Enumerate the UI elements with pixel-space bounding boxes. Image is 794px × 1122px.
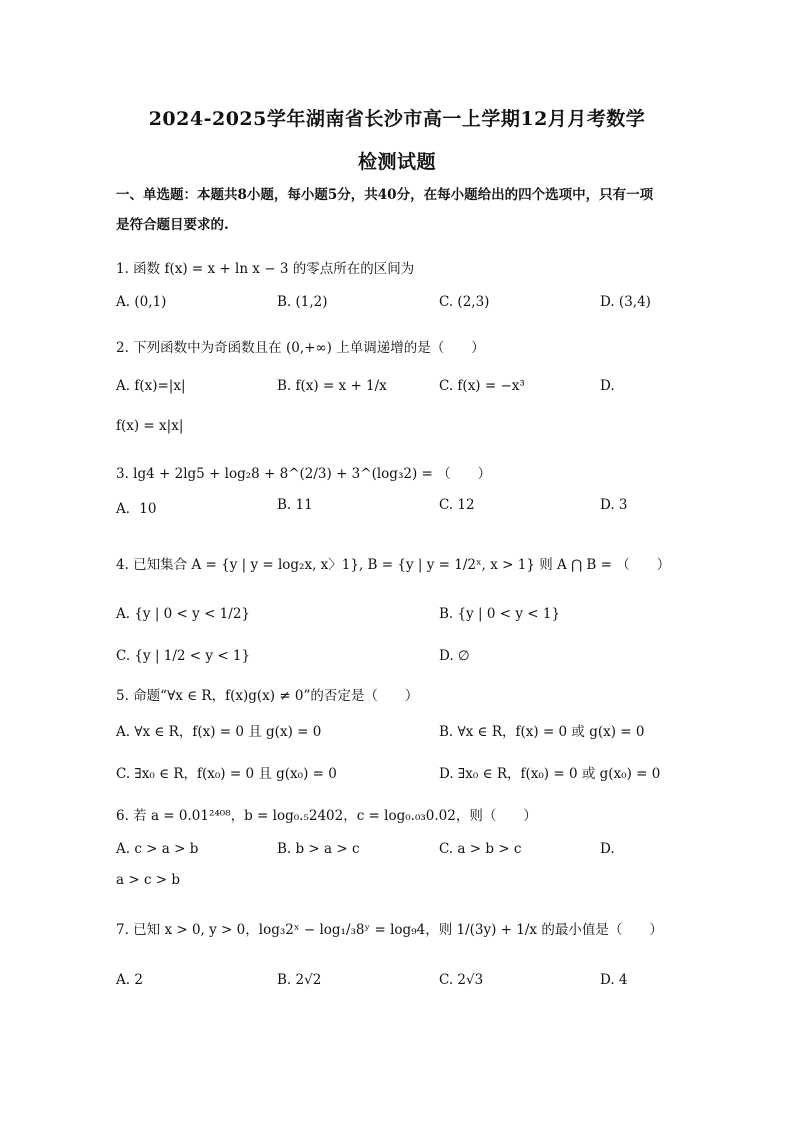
question-2-option-a: A. f(x)=|x| <box>116 378 186 394</box>
question-7-option-d: D. 4 <box>600 972 628 988</box>
section-heading-line1: 一、单选题：本题共8小题，每小题5分，共40分，在每小题给出的四个选项中，只有一项 <box>116 187 654 203</box>
section-heading-line2: 是符合题目要求的. <box>116 217 229 233</box>
question-2-stem: 2. 下列函数中为奇函数且在 (0,+∞) 上单调递增的是（ ） <box>116 340 485 356</box>
question-2-option-d: D. <box>600 378 615 394</box>
question-3-option-c: C. 12 <box>439 497 475 513</box>
question-5-option-a: A. ∀x ∈ R，f(x) = 0 且 g(x) = 0 <box>116 724 322 740</box>
question-4-option-a: A. {y | 0 < y < 1/2} <box>116 606 250 622</box>
question-4-option-c: C. {y | 1/2 < y < 1} <box>116 648 251 664</box>
question-1-option-a: A. (0,1) <box>116 294 167 310</box>
question-4-option-d: D. ∅ <box>439 648 470 664</box>
question-2-option-d-continued: f(x) = x|x| <box>116 418 184 434</box>
question-7-option-c: C. 2√3 <box>439 972 484 988</box>
exam-title-line1: 2024-2025学年湖南省长沙市高一上学期12月月考数学 <box>148 108 646 130</box>
question-5-stem: 5. 命题“∀x ∈ R，f(x)g(x) ≠ 0”的否定是（ ） <box>116 688 419 704</box>
question-6-option-a: A. c > a > b <box>116 841 199 857</box>
question-5-option-b: B. ∀x ∈ R，f(x) = 0 或 g(x) = 0 <box>439 724 645 740</box>
question-3-option-a: A．10 <box>116 501 157 517</box>
question-5-option-c: C. ∃x₀ ∈ R，f(x₀) = 0 且 g(x₀) = 0 <box>116 766 337 782</box>
question-4-stem: 4. 已知集合 A = {y | y = log₂x, x〉1}, B = {y | y = 1/2ˣ, x > 1} 则 A ⋂ B = （ ） <box>116 557 671 573</box>
question-3-stem: 3. lg4 + 2lg5 + log₂8 + 8^(2/3) + 3^(log₃2) = （ ） <box>116 466 492 482</box>
question-5-option-d: D. ∃x₀ ∈ R，f(x₀) = 0 或 g(x₀) = 0 <box>439 766 661 782</box>
question-1-stem: 1. 函数 f(x) = x + ln x − 3 的零点所在的区间为 <box>116 261 415 277</box>
question-6-option-c: C. a > b > c <box>439 841 522 857</box>
question-6-option-d-continued: a > c > b <box>116 872 181 888</box>
question-1-option-d: D. (3,4) <box>600 294 651 310</box>
question-1-option-b: B. (1,2) <box>277 294 328 310</box>
question-7-option-b: B. 2√2 <box>277 972 322 988</box>
question-6-stem: 6. 若 a = 0.01²⁴⁰⁸，b = log₀.₅2402，c = log₀.₀₃0.02，则（ ） <box>116 808 537 824</box>
question-2-option-c: C. f(x) = −x³ <box>439 378 525 394</box>
question-3-option-b: B. 11 <box>277 497 313 513</box>
question-2-option-b: B. f(x) = x + 1/x <box>277 378 387 394</box>
exam-title-line2: 检测试题 <box>357 151 436 173</box>
question-3-option-d: D. 3 <box>600 497 628 513</box>
question-6-option-d: D. <box>600 841 615 857</box>
question-7-option-a: A. 2 <box>116 972 143 988</box>
question-1-option-c: C. (2,3) <box>439 294 490 310</box>
question-7-stem: 7. 已知 x > 0, y > 0，log₃2ˣ − log₁/₃8ʸ = log₉4，则 1/(3y) + 1/x 的最小值是（ ） <box>116 922 663 938</box>
question-6-option-b: B. b > a > c <box>277 841 360 857</box>
question-4-option-b: B. {y | 0 < y < 1} <box>439 606 561 622</box>
